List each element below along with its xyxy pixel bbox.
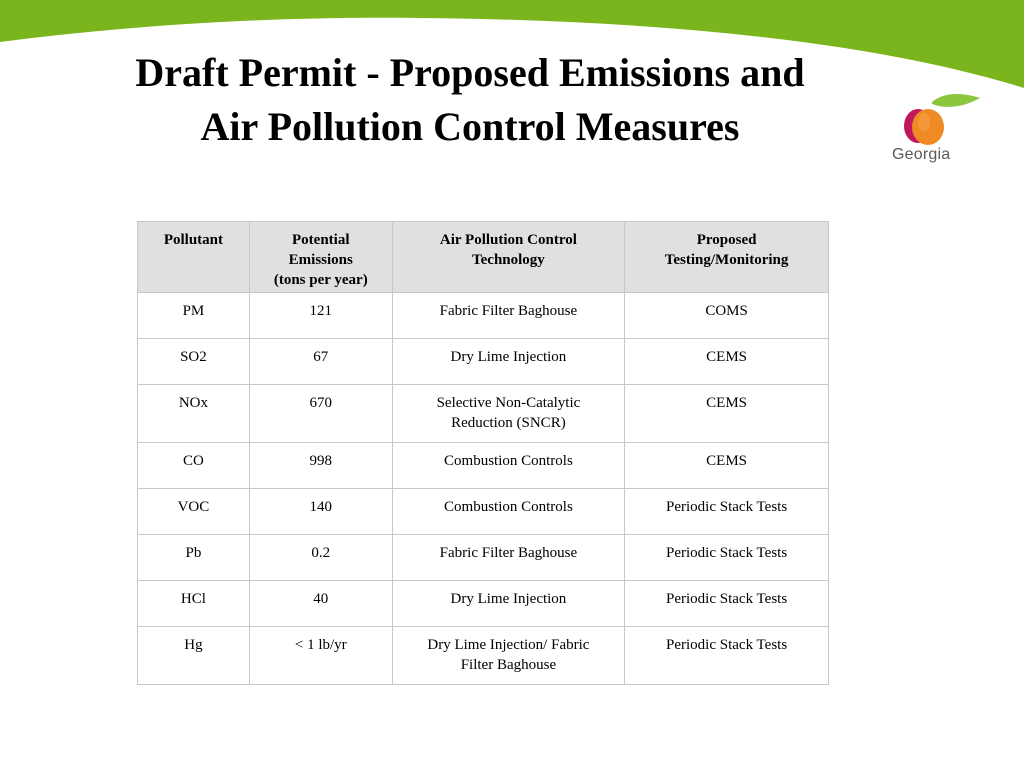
cell-text: Dry Lime Injection/ Fabric bbox=[427, 637, 590, 653]
header-label-line: Testing/Monitoring bbox=[664, 252, 789, 268]
cell-technology bbox=[392, 443, 625, 489]
title-line-1: Draft Permit - Proposed Emissions and bbox=[135, 50, 805, 95]
table-row bbox=[138, 443, 829, 489]
cell-text: Dry Lime Injection bbox=[450, 349, 567, 365]
cell-emissions: 670 bbox=[249, 385, 392, 443]
cell-technology bbox=[392, 627, 625, 685]
table-row bbox=[138, 535, 829, 581]
cell-testing: Periodic Stack Tests bbox=[625, 627, 829, 685]
cell-emissions: 121 bbox=[249, 293, 392, 339]
header-pollutant bbox=[138, 222, 250, 293]
cell-technology bbox=[392, 293, 625, 339]
cell-text: Combustion Controls bbox=[444, 453, 573, 469]
table-row bbox=[138, 293, 829, 339]
cell-testing: Periodic Stack Tests bbox=[625, 581, 829, 627]
header-pollutant-label: Pollutant bbox=[163, 232, 224, 248]
header-control-technology bbox=[392, 222, 625, 293]
cell-text: Dry Lime Injection bbox=[450, 591, 567, 607]
cell-pollutant: PM bbox=[138, 293, 250, 339]
table-row bbox=[138, 581, 829, 627]
header-label-line: Potential bbox=[292, 232, 350, 248]
cell-pollutant: NOx bbox=[138, 385, 250, 443]
header-testing-monitoring bbox=[625, 222, 829, 293]
cell-text: Reduction (SNCR) bbox=[451, 415, 566, 431]
cell-emissions: 140 bbox=[249, 489, 392, 535]
cell-technology bbox=[392, 339, 625, 385]
cell-emissions: 998 bbox=[249, 443, 392, 489]
cell-technology bbox=[392, 489, 625, 535]
table-row bbox=[138, 489, 829, 535]
cell-testing: CEMS bbox=[625, 443, 829, 489]
cell-pollutant: VOC bbox=[138, 489, 250, 535]
cell-technology bbox=[392, 581, 625, 627]
cell-testing: CEMS bbox=[625, 385, 829, 443]
cell-pollutant: Hg bbox=[138, 627, 250, 685]
cell-testing: Periodic Stack Tests bbox=[625, 535, 829, 581]
header-potential-emissions bbox=[249, 222, 392, 293]
cell-testing: Periodic Stack Tests bbox=[625, 489, 829, 535]
emissions-table bbox=[137, 221, 829, 685]
cell-emissions: 0.2 bbox=[249, 535, 392, 581]
title-line-2: Air Pollution Control Measures bbox=[200, 104, 740, 149]
table-header-row bbox=[138, 222, 829, 293]
cell-emissions: < 1 lb/yr bbox=[249, 627, 392, 685]
cell-text: Selective Non-Catalytic bbox=[436, 395, 581, 411]
cell-technology bbox=[392, 385, 625, 443]
cell-text: Fabric Filter Baghouse bbox=[439, 303, 578, 319]
page-title bbox=[60, 46, 880, 154]
header-label-line: (tons per year) bbox=[273, 272, 368, 288]
table-row bbox=[138, 627, 829, 685]
header-label-line: Proposed bbox=[696, 232, 757, 248]
cell-testing: COMS bbox=[625, 293, 829, 339]
cell-text: Filter Baghouse bbox=[460, 657, 557, 673]
cell-text: Combustion Controls bbox=[444, 499, 573, 515]
cell-testing: CEMS bbox=[625, 339, 829, 385]
cell-emissions: 40 bbox=[249, 581, 392, 627]
logo-text: Georgia bbox=[892, 146, 951, 163]
table-row bbox=[138, 385, 829, 443]
header-label-line: Air Pollution Control bbox=[439, 232, 577, 248]
cell-pollutant: SO2 bbox=[138, 339, 250, 385]
cell-pollutant: Pb bbox=[138, 535, 250, 581]
header-label-line: Technology bbox=[472, 252, 545, 268]
cell-technology bbox=[392, 535, 625, 581]
cell-pollutant: CO bbox=[138, 443, 250, 489]
cell-text: Fabric Filter Baghouse bbox=[439, 545, 578, 561]
cell-emissions: 67 bbox=[249, 339, 392, 385]
table-row bbox=[138, 339, 829, 385]
header-label-line: Emissions bbox=[288, 252, 353, 268]
cell-pollutant: HCl bbox=[138, 581, 250, 627]
